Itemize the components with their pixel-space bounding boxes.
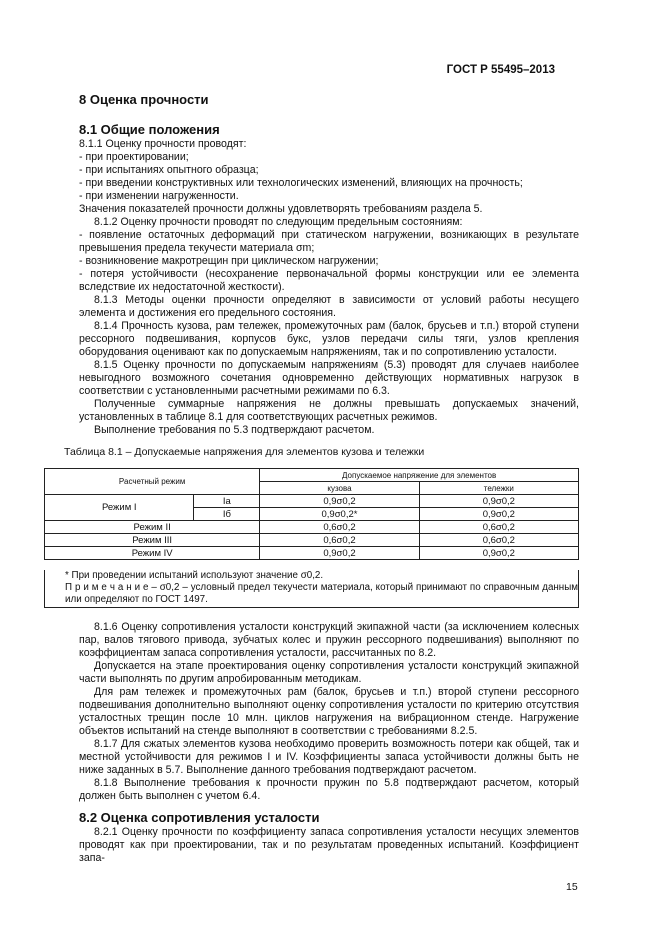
table-footnote: * При проведении испытаний используют значение σ0,2. <box>65 570 324 581</box>
paragraph: 8.1.6 Оценку сопротивления усталости конструкций экипажной части (за исключением колесных пар, валов тягового привода, зубчатых колес и пружин рессорного подвешивания) выполняют по коэффициентам запаса сопротивления усталости, рассчитанных по 8.2. <box>79 621 579 659</box>
paragraph: 8.1.3 Методы оценки прочности определяют в зависимости от условий работы несущего элемента и достижения его предельного состояния. <box>79 294 579 319</box>
table-row <box>45 495 579 508</box>
cell-submode: Iа <box>194 495 260 508</box>
table-row <box>45 521 579 534</box>
table-row <box>45 547 579 560</box>
paragraph: Полученные суммарные напряжения не должны превышать допускаемых значений, установленных в таблице 8.1 для соответствующих расчетных режимов. <box>79 398 579 423</box>
section-title: 8 Оценка прочности <box>79 92 209 107</box>
list-line: - при изменении нагруженности. <box>79 190 239 202</box>
list-line: - при испытаниях опытного образца; <box>79 164 259 176</box>
cell-bogie: 0,9σ0,2 <box>419 547 578 560</box>
cell-mode: Режим II <box>45 521 260 534</box>
paragraph: Для рам тележек и промежуточных рам (балок, брусьев и т.п.) второй ступени рессорного подвешивания дополнительно выполняют оценку сопротивления усталости по критерию отсутствия усталостных трещин после 10 млн. циклов нагружения на вибрационном стенде. Нагружение объектов испытаний на стенде выполняют в соответствии с требованиями 8.2.5. <box>79 686 579 737</box>
header-allowed: Допускаемое напряжение для элементов <box>260 469 579 482</box>
paragraph: 8.1.7 Для сжатых элементов кузова необходимо проверить возможность потери как общей, так и местной устойчивости для режимов I и IV. Коэффициенты запаса устойчивости должны быть не ниже заданных в 5.7. Выполнение данного требования подтверждают расчетом. <box>79 738 579 776</box>
cell-body: 0,6σ0,2 <box>260 521 419 534</box>
cell-mode: Режим III <box>45 534 260 547</box>
list-line: - при проектировании; <box>79 151 189 163</box>
subsection-title-8-1: 8.1 Общие положения <box>79 122 220 137</box>
cell-body: 0,6σ0,2 <box>260 534 419 547</box>
subsection-title-8-2: 8.2 Оценка сопротивления усталости <box>79 810 320 825</box>
list-line: 8.1.2 Оценку прочности проводят по следующим предельным состояниям: <box>94 216 463 228</box>
paragraph: - возникновение макротрещин при циклическом нагружении; <box>79 255 379 267</box>
paragraph: 8.1.4 Прочность кузова, рам тележек, промежуточных рам (балок, брусьев и т.п.) второй ступени рессорного подвешивания, корпусов букс, узлов передачи силы тяги, узлов крепления оборудования оценивают как по допускаемым напряжениям, так и по сопротивлению усталости. <box>79 320 579 358</box>
cell-bogie: 0,6σ0,2 <box>419 534 578 547</box>
paragraph: Выполнение требования по 5.3 подтверждают расчетом. <box>94 424 375 436</box>
paragraph: - появление остаточных деформаций при статическом нагружении, возникающих в результате превышения предела текучести материала σm; <box>79 229 579 254</box>
paragraph: Допускается на этапе проектирования оценку сопротивления усталости конструкций экипажной части выполнять по другим апробированным методикам. <box>79 660 579 685</box>
list-line: Значения показателей прочности должны удовлетворять требованиям раздела 5. <box>79 203 483 215</box>
list-line: - при введении конструктивных или технологических изменений, влияющих на прочность; <box>79 177 523 189</box>
paragraph: 8.2.1 Оценку прочности по коэффициенту запаса сопротивления усталости несущих элементов проводят как при проектировании, так и по результатам проведенных испытаний. Коэффициент запа- <box>79 826 579 864</box>
page-number: 15 <box>566 881 578 893</box>
cell-body: 0,9σ0,2* <box>260 508 419 521</box>
header-body: кузова <box>260 482 419 495</box>
allowed-stress-table <box>44 468 579 560</box>
document-code: ГОСТ Р 55495–2013 <box>446 64 555 76</box>
cell-body: 0,9σ0,2 <box>260 495 419 508</box>
paragraph: 8.1.5 Оценку прочности по допускаемым напряжениям (5.3) проводят для случаев наиболее невыгодного возможного сочетания одновременно действующих нормативных нагрузок в соответствии с установленными расчетными режимами по 6.3. <box>79 359 579 397</box>
table-notes <box>44 570 579 608</box>
cell-mode: Режим I <box>45 495 194 521</box>
table-row <box>45 534 579 547</box>
paragraph: 8.1.8 Выполнение требования к прочности пружин по 5.8 подтверждают расчетом, который должен быть выполнен с учетом 6.4. <box>79 777 579 802</box>
section-8-1-body <box>79 138 579 437</box>
list-line: 8.1.1 Оценку прочности проводят: <box>79 138 247 150</box>
header-mode: Расчетный режим <box>45 469 260 495</box>
section-8-1-6-body <box>79 621 579 803</box>
paragraph: - потеря устойчивости (несохранение первоначальной формы конструкции или ее элемента вследствие их недостаточной жесткости). <box>79 268 579 293</box>
table-note: П р и м е ч а н и е – σ0,2 – условный предел текучести материала, который принимают по справочным данным или определяют по ГОСТ 1497. <box>65 582 578 605</box>
cell-bogie: 0,9σ0,2 <box>419 508 578 521</box>
cell-mode: Режим IV <box>45 547 260 560</box>
table-caption: Таблица 8.1 – Допускаемые напряжения для элементов кузова и тележки <box>64 446 425 458</box>
header-bogie: тележки <box>419 482 578 495</box>
cell-bogie: 0,6σ0,2 <box>419 521 578 534</box>
cell-bogie: 0,9σ0,2 <box>419 495 578 508</box>
cell-submode: Iб <box>194 508 260 521</box>
section-8-2-body <box>79 826 579 865</box>
cell-body: 0,9σ0,2 <box>260 547 419 560</box>
